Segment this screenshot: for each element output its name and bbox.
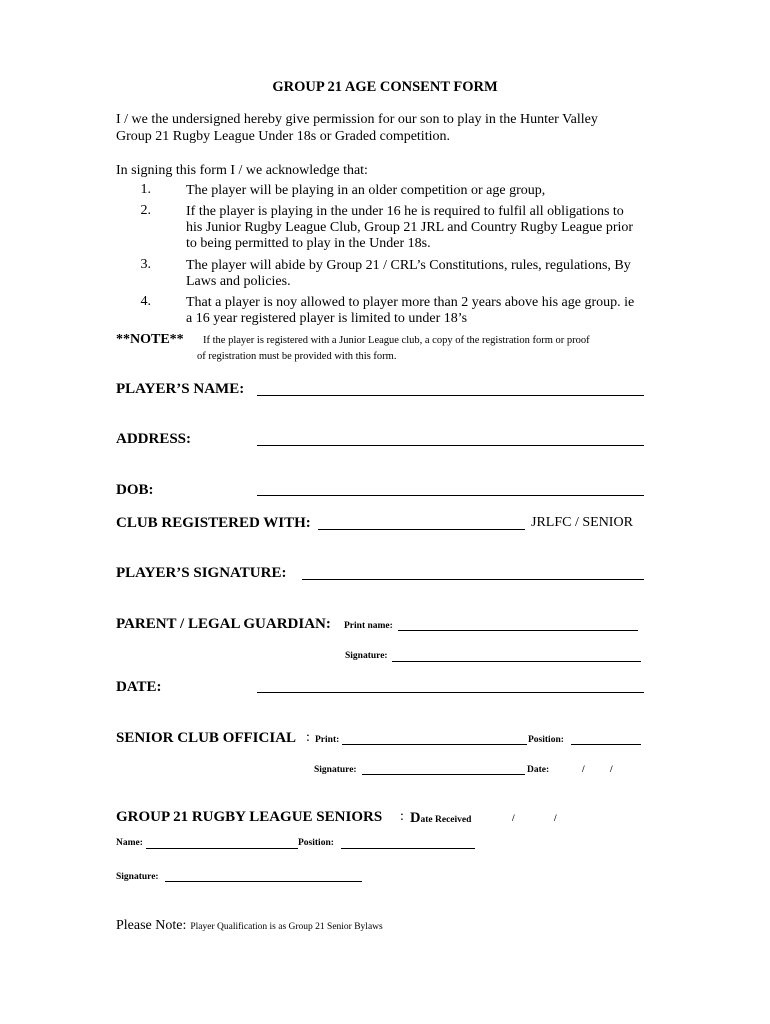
position-label: Position: [528, 735, 564, 745]
official-signature-label: Signature: [314, 765, 357, 775]
date-label: DATE: [116, 679, 162, 695]
note-label: **NOTE** [116, 332, 184, 347]
seniors-signature-label: Signature: [116, 872, 159, 882]
note-line: of registration must be provided with this form. [197, 351, 397, 362]
seniors-name-input-line[interactable] [146, 848, 298, 849]
dob-input-line[interactable] [257, 495, 644, 496]
players-signature-label: PLAYER’S SIGNATURE: [116, 565, 287, 581]
club-registered-input-line[interactable] [318, 529, 525, 530]
date-received-label [410, 809, 471, 827]
item-line: to being permitted to play in the Under 18s. [186, 236, 431, 251]
acknowledge-intro: In signing this form I / we acknowledge that: [116, 163, 368, 178]
footer-label: Please Note [116, 918, 183, 933]
date-separator: / [512, 814, 515, 824]
club-registered-label: CLUB REGISTERED WITH: [116, 515, 311, 531]
item-line: If the player is playing in the under 16 he is required to fulfil all obligations to [186, 204, 624, 219]
intro-line-1: I / we the undersigned hereby give permission for our son to play in the Hunter Valley [116, 112, 598, 127]
senior-official-label: SENIOR CLUB OFFICIAL [116, 730, 297, 746]
signature-label: Signature: [345, 651, 388, 661]
address-label: ADDRESS: [116, 431, 192, 447]
print-name-input-line[interactable] [398, 630, 638, 631]
date-separator: / [554, 814, 557, 824]
item-number: 4. [140, 294, 151, 309]
seniors-signature-input-line[interactable] [165, 881, 362, 882]
intro-line-2: Group 21 Rugby League Under 18s or Graded competition. [116, 129, 450, 144]
form-title: GROUP 21 AGE CONSENT FORM [272, 79, 498, 95]
footer-text: Player Qualification is as Group 21 Senior Bylaws [190, 922, 383, 932]
official-print-input-line[interactable] [342, 744, 527, 745]
guardian-signature-input-line[interactable] [392, 661, 641, 662]
item-line: The player will be playing in an older competition or age group, [186, 183, 546, 198]
item-number: 3. [140, 257, 151, 272]
footer-note [116, 916, 383, 934]
item-number: 1. [140, 182, 151, 197]
senior-official-colon: : [306, 730, 310, 745]
footer-colon: : [182, 918, 187, 933]
seniors-position-input-line[interactable] [341, 848, 475, 849]
item-line: That a player is noy allowed to player more than 2 years above his age group. ie [186, 295, 635, 310]
item-line: The player will abide by Group 21 / CRL’s Constitutions, rules, regulations, By [186, 258, 631, 273]
item-line: his Junior Rugby League Club, Group 21 JRL and Country Rugby League prior [186, 220, 634, 235]
date-received-rest: ate Received [420, 815, 472, 825]
seniors-position-label: Position: [298, 838, 334, 848]
seniors-colon: : [400, 809, 404, 824]
club-options: JRLFC / SENIOR [531, 515, 633, 530]
item-line: Laws and policies. [186, 274, 291, 289]
players-name-input-line[interactable] [257, 395, 644, 396]
date-input-line[interactable] [257, 692, 644, 693]
date-separator: / [610, 765, 613, 775]
players-name-label: PLAYER’S NAME: [116, 381, 245, 397]
seniors-heading: GROUP 21 RUGBY LEAGUE SENIORS [116, 809, 383, 825]
parent-guardian-label: PARENT / LEGAL GUARDIAN: [116, 616, 331, 632]
note-line: If the player is registered with a Junior League club, a copy of the registration form or proof [203, 335, 590, 346]
dob-label: DOB: [116, 482, 154, 498]
print-name-label: Print name: [344, 621, 393, 631]
official-date-label: Date: [527, 765, 550, 775]
official-signature-input-line[interactable] [362, 774, 525, 775]
date-received-initial: D [410, 810, 421, 826]
print-label: Print: [315, 735, 340, 745]
official-position-input-line[interactable] [571, 744, 641, 745]
players-signature-input-line[interactable] [302, 579, 644, 580]
address-input-line[interactable] [257, 445, 644, 446]
date-separator: / [582, 765, 585, 775]
seniors-name-label: Name: [116, 838, 143, 848]
item-number: 2. [140, 203, 151, 218]
item-line: a 16 year registered player is limited to under 18’s [186, 311, 468, 326]
